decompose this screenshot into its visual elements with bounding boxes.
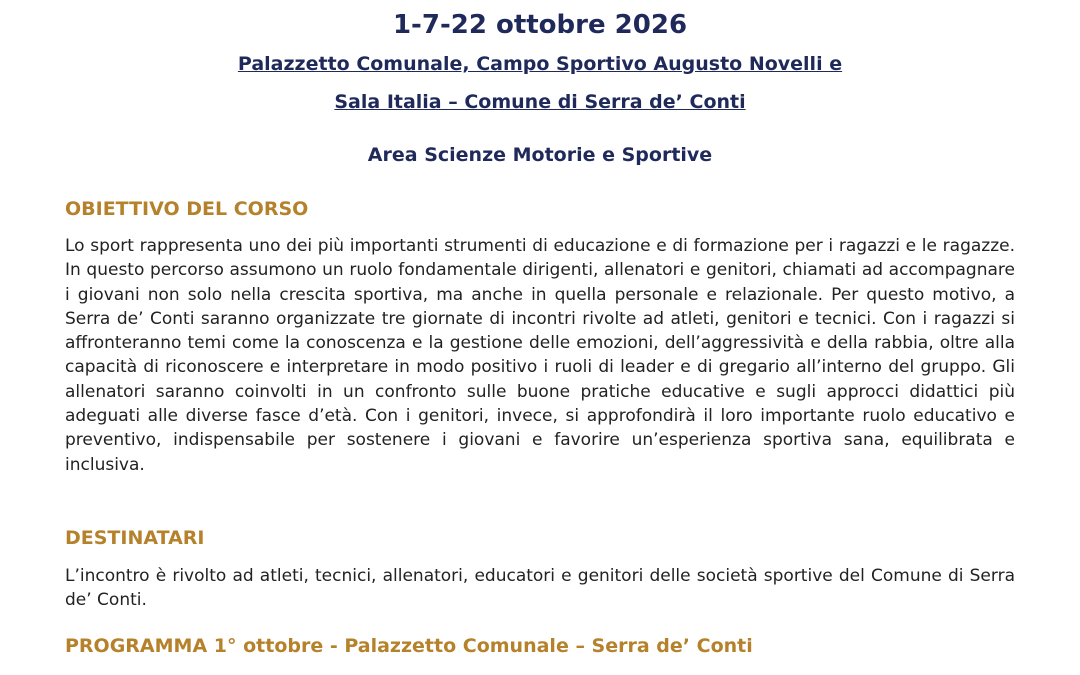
section-title-destinatari: DESTINATARI (65, 527, 205, 549)
venue-line-2: Sala Italia – Comune di Serra de’ Conti (334, 91, 746, 113)
section-text-destinatari: L’incontro è rivolto ad atleti, tecnici, allenatori, educatori e genitori delle società sportive del Comune di Serra de’ Conti. (65, 566, 1015, 611)
section-text-obiettivo: Lo sport rappresenta uno dei più importanti strumenti di educazione e di formazione per i ragazzi e le ragazze. In questo percorso assumono un ruolo fondamentale dirigenti, allenatori e genitori, chiamati ad accompagnare i giovani non solo nella crescita sportiva, ma anche in quella personale e relazionale. Per questo motivo, a Serra de’ Conti saranno organizzate tre giornate di incontri rivolte ad atleti, genitori e tecnici. Con i ragazzi si affronteranno temi come la conoscenza e la gestione delle emozioni, dell’aggressività e della rabbia, oltre alla capacità di riconoscere e interpretare in modo positivo i ruoli di leader e di gregario all’interno del gruppo. Gli allenatori saranno coinvolti in un confronto sulle buone pratiche educative e sugli approcci didattici più adeguati alle diverse fasce d’età. Con i genitori, invece, si approfondirà il loro importante ruolo educativo e preventivo, indispensabile per sostenere i giovani e favorire un’esperienza sportiva sana, equilibrata e inclusiva. (65, 236, 1015, 475)
event-dates: 1-7-22 ottobre 2026 (392, 10, 688, 40)
venue-line-1: Palazzetto Comunale, Campo Sportivo Augusto Novelli e (237, 53, 843, 75)
section-title-obiettivo: OBIETTIVO DEL CORSO (65, 198, 309, 220)
area-subtitle: Area Scienze Motorie e Sportive (367, 144, 713, 166)
section-title-programma: PROGRAMMA 1° ottobre - Palazzetto Comunale – Serra de’ Conti (65, 635, 753, 657)
